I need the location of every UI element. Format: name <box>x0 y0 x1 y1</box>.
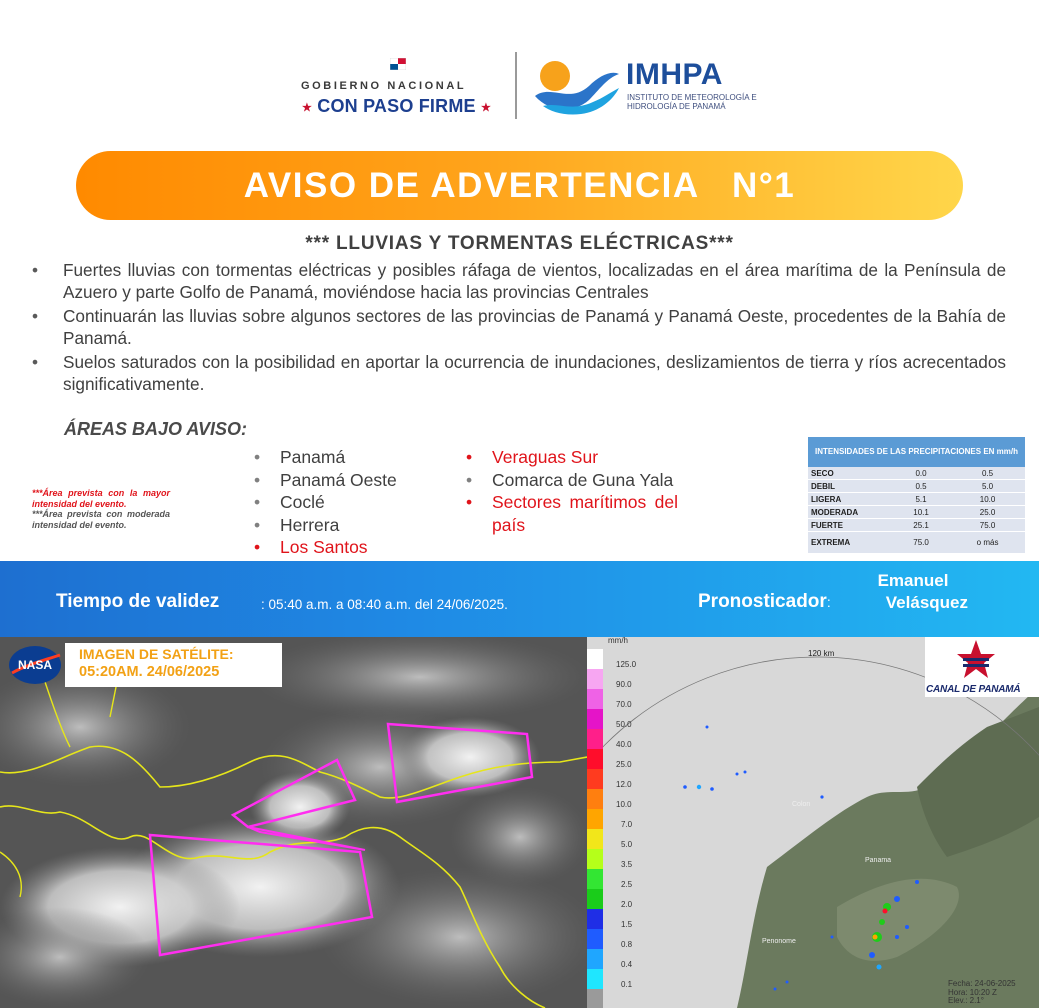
intensity-table <box>808 437 1025 554</box>
table-row <box>808 467 1025 480</box>
validity-value: : 05:40 a.m. a 08:40 a.m. del 24/06/2025. <box>261 597 508 612</box>
area-item: • Comarca de Guna Yala <box>462 469 678 492</box>
area-item: • Los Santos <box>250 536 440 559</box>
nasa-logo-icon <box>6 645 64 685</box>
row-max: 5.0 <box>950 480 1025 493</box>
canal-logo-icon <box>955 638 997 682</box>
row-label: DEBIL <box>808 480 892 493</box>
warning-title: AVISO DE ADVERTENCIA N°1 <box>243 166 796 205</box>
row-min: 5.1 <box>892 493 950 506</box>
row-label: EXTREMA <box>808 532 892 554</box>
area-item: • Panamá <box>250 446 440 469</box>
scale-label: 0.8 <box>621 940 633 949</box>
table-row <box>808 480 1025 493</box>
legend-major: ***Área prevista con la mayor intensidad del evento. <box>32 488 170 509</box>
forecaster-label-text: Pronosticador <box>698 591 827 612</box>
logo-divider <box>515 52 517 119</box>
imhpa-subtitle: INSTITUTO DE METEOROLOGÍA E HIDROLOGÍA DE PANAMÁ <box>627 93 757 111</box>
radar-elevation: Elev.: 2.1° <box>948 996 984 1005</box>
scale-label: 10.0 <box>616 800 632 809</box>
forecaster-name <box>858 570 968 614</box>
table-row <box>808 519 1025 532</box>
scale-label: 0.1 <box>621 980 633 989</box>
satellite-caption-title: IMAGEN DE SATÉLITE: <box>79 646 234 662</box>
radar-color-scale <box>587 649 603 1008</box>
event-headline: *** LLUVIAS Y TORMENTAS ELÉCTRICAS*** <box>305 233 734 254</box>
areas-list-1 <box>250 446 440 559</box>
place-penonome: Penonome <box>762 938 796 945</box>
row-min: 0.5 <box>892 480 950 493</box>
scale-label: 25.0 <box>616 760 632 769</box>
area-item: • Sectores marítimos del país <box>462 491 678 536</box>
legend-moderate: ***Área prevista con moderada intensidad del evento. <box>32 509 170 530</box>
scale-label: 0.4 <box>621 960 633 969</box>
row-max: 0.5 <box>950 467 1025 480</box>
row-min: 10.1 <box>892 506 950 519</box>
bullet-item: • Suelos saturados con la posibilidad en aportar la ocurrencia de inundaciones, deslizamientos de tierra y ríos acrecentados significativamente. <box>30 351 1006 395</box>
areas-title: ÁREAS BAJO AVISO: <box>64 419 248 439</box>
forecaster-last: Velásquez <box>885 593 968 612</box>
row-max: 25.0 <box>950 506 1025 519</box>
forecaster-first: Emanuel <box>877 571 949 590</box>
scale-label: 5.0 <box>621 840 633 849</box>
table-row <box>808 493 1025 506</box>
bullet-item: • Continuarán las lluvias sobre algunos sectores de las provincias de Panamá y Panamá Oeste, procedentes de la Bahía de Panamá. <box>30 305 1006 349</box>
imhpa-logo-icon <box>533 56 621 116</box>
scale-label: 7.0 <box>621 820 633 829</box>
forecaster-label <box>698 591 831 613</box>
table-row <box>808 532 1025 554</box>
area-item: • Coclé <box>250 491 440 514</box>
star-icon: ★ <box>302 101 313 114</box>
scale-label: 50.0 <box>616 720 632 729</box>
scale-label: 125.0 <box>616 660 637 669</box>
radar-date: Fecha: 24-06-2025 <box>948 979 1016 988</box>
radar-footer <box>948 980 1016 1006</box>
scale-label: 1.5 <box>621 920 633 929</box>
slogan-text: CON PASO FIRME <box>317 96 476 116</box>
star-icon: ★ <box>480 101 492 114</box>
warning-bullets <box>30 259 1006 397</box>
scale-label: 70.0 <box>616 700 632 709</box>
panama-flag-icon <box>390 58 406 70</box>
area-legend <box>32 488 170 530</box>
scale-label: 12.0 <box>616 780 632 789</box>
radar-unit: mm/h <box>608 636 628 645</box>
validity-label: Tiempo de validez <box>56 591 220 612</box>
area-item: • Herrera <box>250 514 440 537</box>
row-label: LIGERA <box>808 493 892 506</box>
government-name: GOBIERNO NACIONAL <box>301 80 467 92</box>
scale-label: 90.0 <box>616 680 632 689</box>
intensity-table-header: INTENSIDADES DE LAS PRECIPITACIONES EN mm/h <box>808 437 1025 467</box>
imhpa-name: IMHPA <box>626 58 723 91</box>
radar-time: Hora: 10:20 Z <box>948 987 997 997</box>
scale-label: 40.0 <box>616 740 632 749</box>
forecaster-sep: : <box>826 594 831 610</box>
government-slogan <box>302 96 491 117</box>
row-label: MODERADA <box>808 506 892 519</box>
row-max: 75.0 <box>950 519 1025 532</box>
row-max: 10.0 <box>950 493 1025 506</box>
radar-range: 120 km <box>808 649 835 658</box>
scale-label: 2.5 <box>621 880 633 889</box>
area-item: • Panamá Oeste <box>250 469 440 492</box>
nasa-text: NASA <box>17 658 53 672</box>
place-panama: Panama <box>865 857 892 864</box>
canal-name: CANAL DE PANAMÁ <box>926 684 1021 695</box>
satellite-caption-time: 05:20AM. 24/06/2025 <box>79 664 220 680</box>
row-min: 0.0 <box>892 467 950 480</box>
row-label: FUERTE <box>808 519 892 532</box>
row-max: o más <box>950 532 1025 554</box>
row-min: 75.0 <box>892 532 950 554</box>
scale-label: 2.0 <box>621 900 633 909</box>
bullet-item: • Fuertes lluvias con tormentas eléctricas y posibles ráfaga de vientos, localizadas en el área marítima de la Península de Azuero y parte Golfo de Panamá, moviéndose hacia las provincias Centrales <box>30 259 1006 303</box>
row-label: SECO <box>808 467 892 480</box>
table-row <box>808 506 1025 519</box>
area-item: • Veraguas Sur <box>462 446 678 469</box>
scale-label: 3.5 <box>621 860 633 869</box>
satellite-image <box>0 637 587 1008</box>
areas-list-2 <box>462 446 678 536</box>
row-min: 25.1 <box>892 519 950 532</box>
place-colon: Colon <box>792 801 811 808</box>
